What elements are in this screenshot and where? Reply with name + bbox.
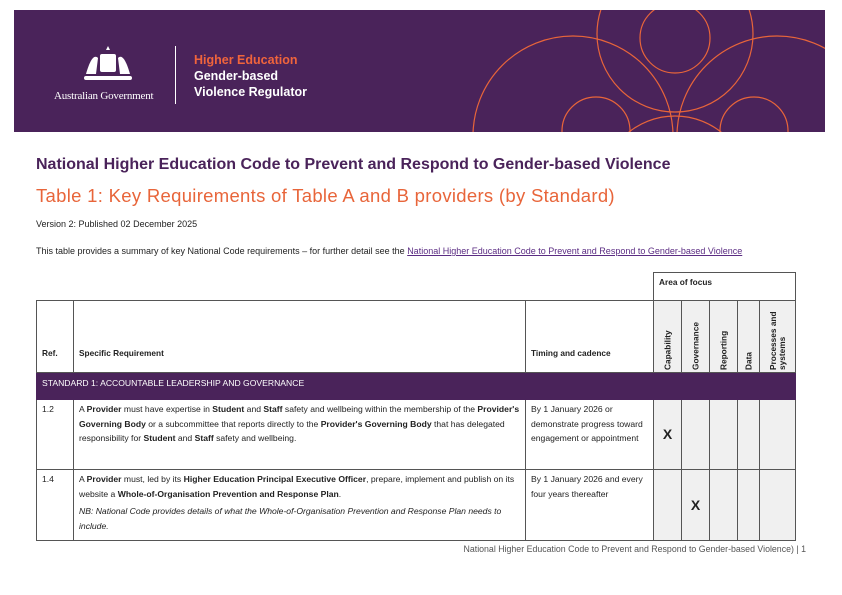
defined-term: Staff [263, 404, 283, 414]
requirement-note: NB: National Code provides details of what the Whole-of-Organisation Prevention and Response Plan needs to include. [79, 506, 502, 531]
table-row [37, 470, 796, 541]
reporting-mark [710, 470, 738, 541]
text: or a subcommittee that reports directly to the [145, 418, 321, 429]
regulator-line-2: Gender-based [194, 69, 279, 83]
data-mark [738, 400, 760, 470]
text: safety and wellbeing. [213, 433, 297, 443]
standard-1-heading: STANDARD 1: ACCOUNTABLE LEADERSHIP AND GOVERNANCE [37, 373, 796, 400]
regulator-line-3: Violence Regulator [194, 85, 307, 99]
table-title: Table 1: Key Requirements of Table A and B providers (by Standard) [36, 185, 615, 206]
reporting-mark [710, 400, 738, 470]
governance-mark [682, 400, 710, 470]
version-text: Version 2: Published 02 December 2025 [36, 219, 198, 229]
defined-term: Whole-of-Organisation Prevention and Response Plan [117, 488, 339, 499]
divider [175, 46, 176, 104]
text: must have expertise in [121, 404, 213, 414]
document-title: National Higher Education Code to Prevent and Respond to Gender-based Violence [36, 156, 671, 173]
requirement-text [79, 472, 520, 501]
ref-cell: 1.2 [37, 400, 74, 470]
table-row [37, 400, 796, 470]
header-banner [14, 10, 825, 132]
capability-mark [654, 470, 682, 541]
ref-header: Ref. [37, 301, 74, 373]
text: must, led by its [121, 474, 184, 484]
governance-header: Governance [682, 301, 710, 373]
data-header: Data [738, 301, 760, 373]
requirement-header: Specific Requirement [74, 301, 526, 373]
text: A [79, 474, 87, 484]
text: , prepare, implement and publish on its website a [79, 474, 515, 499]
processes-header: Processes and systems [760, 301, 796, 373]
text: safety and wellbeing within the membership of the [282, 404, 478, 414]
intro-paragraph [36, 244, 796, 258]
processes-mark [760, 400, 796, 470]
reporting-header: Reporting [710, 301, 738, 373]
data-mark [738, 470, 760, 541]
timing-header: Timing and cadence [526, 301, 654, 373]
timing-cell: By 1 January 2026 and every four years thereafter [526, 470, 654, 541]
defined-term: Higher Education Principal Executive Officer [183, 474, 367, 484]
requirement-cell [74, 400, 526, 470]
intro-text: This table provides a summary of key National Code requirements – for further detail see the [36, 246, 408, 256]
regulator-line-1: Higher Education [194, 53, 298, 67]
defined-term: Student [212, 404, 245, 414]
page-footer: National Higher Education Code to Prevent and Respond to Gender-based Violence) | 1 [463, 544, 806, 554]
capability-header: Capability [654, 301, 682, 373]
australian-government-label: Australian Government [54, 90, 154, 102]
defined-term: Provider's Governing Body [320, 418, 432, 429]
timing-cell: By 1 January 2026 or demonstrate progress toward engagement or appointment [526, 400, 654, 470]
requirements-table [36, 272, 796, 541]
text: that has delegated responsibility for [79, 418, 505, 443]
defined-term: Provider [86, 474, 122, 484]
defined-term: Provider [86, 404, 122, 414]
ref-cell: 1.4 [37, 470, 74, 541]
processes-mark [760, 470, 796, 541]
defined-term: Provider's Governing Body [79, 404, 520, 429]
governance-mark: X [682, 470, 710, 541]
requirement-cell [74, 470, 526, 541]
regulator-logo-text [194, 52, 307, 100]
text: A [79, 404, 87, 414]
defined-term: Student [143, 433, 176, 443]
area-of-focus-header: Area of focus [654, 273, 796, 301]
text: and [175, 433, 195, 443]
defined-term: Staff [194, 433, 214, 443]
capability-mark: X [654, 400, 682, 470]
national-code-link[interactable]: National Higher Education Code to Prevent and Respond to Gender-based Violence [407, 246, 743, 256]
text: . [338, 488, 342, 499]
text: and [244, 404, 264, 414]
